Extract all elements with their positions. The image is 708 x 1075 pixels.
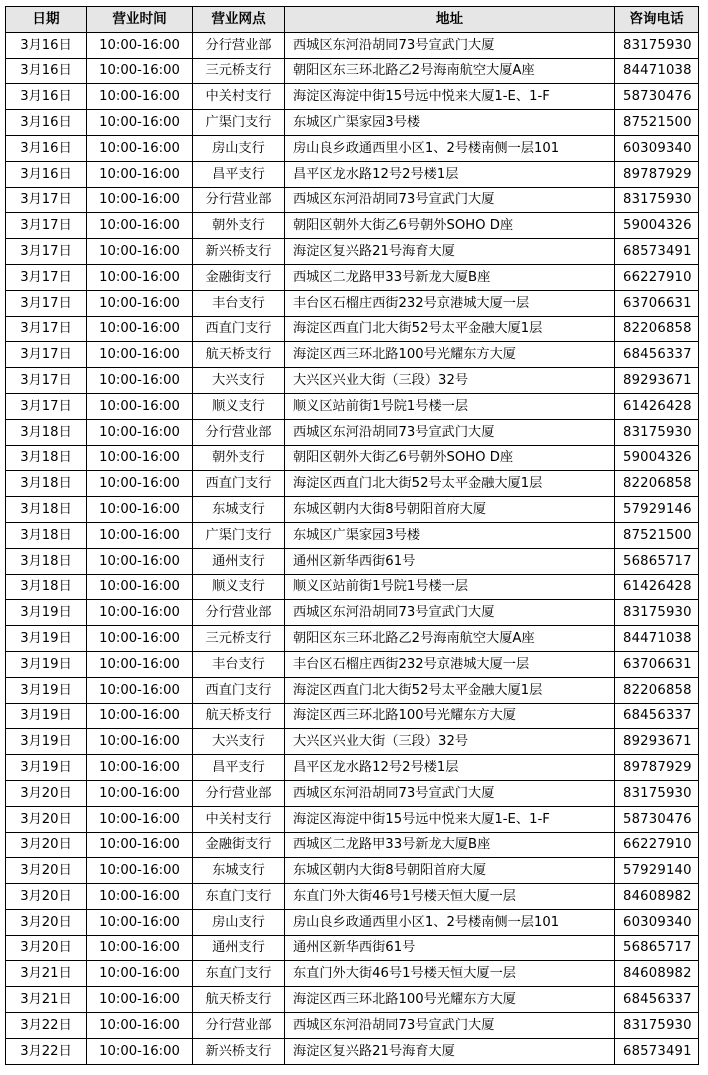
cell-branch: 房山支行 <box>193 909 285 935</box>
cell-branch: 分行营业部 <box>193 1013 285 1039</box>
cell-address: 通州区新华西街61号 <box>285 548 615 574</box>
cell-branch: 丰台支行 <box>193 651 285 677</box>
cell-branch: 广渠门支行 <box>193 110 285 136</box>
cell-address: 西城区东河沿胡同73号宣武门大厦 <box>285 419 615 445</box>
cell-branch: 新兴桥支行 <box>193 1038 285 1064</box>
cell-address: 大兴区兴业大街（三段）32号 <box>285 368 615 394</box>
table-row <box>6 445 699 471</box>
table-row <box>6 393 699 419</box>
cell-branch: 朝外支行 <box>193 445 285 471</box>
cell-hours: 10:00-16:00 <box>87 1013 193 1039</box>
cell-address: 海淀区西三环北路100号光耀东方大厦 <box>285 703 615 729</box>
cell-phone: 89293671 <box>615 729 699 755</box>
cell-phone: 63706631 <box>615 290 699 316</box>
cell-date: 3月18日 <box>6 445 87 471</box>
cell-branch: 大兴支行 <box>193 729 285 755</box>
cell-date: 3月17日 <box>6 316 87 342</box>
table-row <box>6 780 699 806</box>
cell-phone: 87521500 <box>615 522 699 548</box>
cell-date: 3月20日 <box>6 858 87 884</box>
table-row <box>6 909 699 935</box>
cell-address: 东城区广渠家园3号楼 <box>285 110 615 136</box>
cell-branch: 西直门支行 <box>193 677 285 703</box>
cell-phone: 57929140 <box>615 858 699 884</box>
cell-address: 西城区东河沿胡同73号宣武门大厦 <box>285 600 615 626</box>
table-row <box>6 497 699 523</box>
cell-address: 顺义区站前街1号院1号楼一层 <box>285 574 615 600</box>
table-row <box>6 342 699 368</box>
table-row <box>6 471 699 497</box>
cell-phone: 68573491 <box>615 239 699 265</box>
cell-branch: 昌平支行 <box>193 161 285 187</box>
table-row <box>6 703 699 729</box>
table-row <box>6 522 699 548</box>
cell-date: 3月20日 <box>6 935 87 961</box>
cell-branch: 通州支行 <box>193 548 285 574</box>
cell-branch: 航天桥支行 <box>193 342 285 368</box>
cell-hours: 10:00-16:00 <box>87 703 193 729</box>
cell-address: 东城区广渠家园3号楼 <box>285 522 615 548</box>
cell-hours: 10:00-16:00 <box>87 548 193 574</box>
cell-phone: 68456337 <box>615 342 699 368</box>
table-row <box>6 1038 699 1064</box>
cell-hours: 10:00-16:00 <box>87 961 193 987</box>
cell-date: 3月19日 <box>6 626 87 652</box>
header-phone: 咨询电话 <box>615 7 699 33</box>
table-row <box>6 858 699 884</box>
cell-address: 大兴区兴业大街（三段）32号 <box>285 729 615 755</box>
cell-date: 3月20日 <box>6 832 87 858</box>
cell-phone: 83175930 <box>615 32 699 58</box>
table-row <box>6 987 699 1013</box>
cell-date: 3月18日 <box>6 419 87 445</box>
cell-date: 3月19日 <box>6 677 87 703</box>
cell-hours: 10:00-16:00 <box>87 84 193 110</box>
cell-branch: 金融街支行 <box>193 832 285 858</box>
cell-branch: 大兴支行 <box>193 368 285 394</box>
cell-phone: 82206858 <box>615 471 699 497</box>
cell-branch: 顺义支行 <box>193 393 285 419</box>
cell-address: 朝阳区朝外大街乙6号朝外SOHO D座 <box>285 445 615 471</box>
cell-phone: 68573491 <box>615 1038 699 1064</box>
cell-branch: 广渠门支行 <box>193 522 285 548</box>
cell-hours: 10:00-16:00 <box>87 264 193 290</box>
cell-address: 海淀区西三环北路100号光耀东方大厦 <box>285 987 615 1013</box>
table-row <box>6 316 699 342</box>
cell-hours: 10:00-16:00 <box>87 806 193 832</box>
cell-branch: 西直门支行 <box>193 471 285 497</box>
cell-address: 朝阳区东三环北路乙2号海南航空大厦A座 <box>285 626 615 652</box>
cell-hours: 10:00-16:00 <box>87 161 193 187</box>
cell-phone: 83175930 <box>615 1013 699 1039</box>
cell-hours: 10:00-16:00 <box>87 832 193 858</box>
cell-address: 西城区东河沿胡同73号宣武门大厦 <box>285 780 615 806</box>
table-row <box>6 239 699 265</box>
table-row <box>6 961 699 987</box>
cell-hours: 10:00-16:00 <box>87 110 193 136</box>
table-row <box>6 32 699 58</box>
cell-date: 3月20日 <box>6 909 87 935</box>
cell-date: 3月16日 <box>6 135 87 161</box>
cell-hours: 10:00-16:00 <box>87 419 193 445</box>
table-body <box>6 32 699 1064</box>
cell-date: 3月18日 <box>6 471 87 497</box>
cell-branch: 西直门支行 <box>193 316 285 342</box>
header-branch: 营业网点 <box>193 7 285 33</box>
cell-phone: 83175930 <box>615 187 699 213</box>
cell-address: 丰台区石榴庄西街232号京港城大厦一层 <box>285 290 615 316</box>
cell-hours: 10:00-16:00 <box>87 987 193 1013</box>
cell-hours: 10:00-16:00 <box>87 316 193 342</box>
table-row <box>6 110 699 136</box>
cell-phone: 61426428 <box>615 574 699 600</box>
cell-date: 3月16日 <box>6 84 87 110</box>
cell-phone: 87521500 <box>615 110 699 136</box>
cell-hours: 10:00-16:00 <box>87 884 193 910</box>
cell-phone: 84608982 <box>615 961 699 987</box>
cell-date: 3月19日 <box>6 755 87 781</box>
cell-address: 西城区东河沿胡同73号宣武门大厦 <box>285 32 615 58</box>
cell-phone: 89293671 <box>615 368 699 394</box>
cell-date: 3月20日 <box>6 806 87 832</box>
cell-phone: 68456337 <box>615 987 699 1013</box>
table-row <box>6 651 699 677</box>
header-address: 地址 <box>285 7 615 33</box>
cell-phone: 83175930 <box>615 419 699 445</box>
table-row <box>6 187 699 213</box>
table-row <box>6 84 699 110</box>
cell-date: 3月16日 <box>6 110 87 136</box>
cell-hours: 10:00-16:00 <box>87 187 193 213</box>
cell-hours: 10:00-16:00 <box>87 290 193 316</box>
cell-branch: 朝外支行 <box>193 213 285 239</box>
cell-branch: 分行营业部 <box>193 32 285 58</box>
cell-date: 3月22日 <box>6 1038 87 1064</box>
cell-branch: 三元桥支行 <box>193 58 285 84</box>
cell-date: 3月17日 <box>6 290 87 316</box>
table-row <box>6 935 699 961</box>
cell-hours: 10:00-16:00 <box>87 522 193 548</box>
cell-branch: 中关村支行 <box>193 84 285 110</box>
header-hours: 营业时间 <box>87 7 193 33</box>
cell-phone: 68456337 <box>615 703 699 729</box>
cell-branch: 通州支行 <box>193 935 285 961</box>
cell-date: 3月17日 <box>6 368 87 394</box>
cell-hours: 10:00-16:00 <box>87 1038 193 1064</box>
table-row <box>6 419 699 445</box>
cell-branch: 中关村支行 <box>193 806 285 832</box>
cell-hours: 10:00-16:00 <box>87 213 193 239</box>
cell-phone: 82206858 <box>615 316 699 342</box>
cell-date: 3月18日 <box>6 497 87 523</box>
cell-phone: 58730476 <box>615 806 699 832</box>
cell-branch: 金融街支行 <box>193 264 285 290</box>
cell-date: 3月20日 <box>6 884 87 910</box>
cell-branch: 东城支行 <box>193 858 285 884</box>
cell-date: 3月19日 <box>6 600 87 626</box>
cell-phone: 66227910 <box>615 832 699 858</box>
cell-address: 海淀区西三环北路100号光耀东方大厦 <box>285 342 615 368</box>
cell-address: 海淀区西直门北大街52号太平金融大厦1层 <box>285 471 615 497</box>
cell-branch: 昌平支行 <box>193 755 285 781</box>
cell-date: 3月21日 <box>6 961 87 987</box>
cell-phone: 61426428 <box>615 393 699 419</box>
table-row <box>6 290 699 316</box>
cell-phone: 56865717 <box>615 548 699 574</box>
table-row <box>6 806 699 832</box>
cell-phone: 58730476 <box>615 84 699 110</box>
cell-phone: 89787929 <box>615 161 699 187</box>
cell-address: 西城区二龙路甲33号新龙大厦B座 <box>285 264 615 290</box>
table-row <box>6 1013 699 1039</box>
cell-hours: 10:00-16:00 <box>87 393 193 419</box>
cell-phone: 57929146 <box>615 497 699 523</box>
cell-address: 西城区东河沿胡同73号宣武门大厦 <box>285 1013 615 1039</box>
cell-branch: 分行营业部 <box>193 187 285 213</box>
cell-address: 东城区朝内大街8号朝阳首府大厦 <box>285 497 615 523</box>
cell-phone: 59004326 <box>615 445 699 471</box>
cell-hours: 10:00-16:00 <box>87 677 193 703</box>
cell-address: 房山良乡政通西里小区1、2号楼南侧一层101 <box>285 909 615 935</box>
cell-address: 海淀区海淀中街15号远中悦来大厦1-E、1-F <box>285 84 615 110</box>
cell-date: 3月19日 <box>6 729 87 755</box>
cell-address: 东城区朝内大街8号朝阳首府大厦 <box>285 858 615 884</box>
cell-branch: 新兴桥支行 <box>193 239 285 265</box>
cell-hours: 10:00-16:00 <box>87 239 193 265</box>
cell-hours: 10:00-16:00 <box>87 497 193 523</box>
cell-branch: 东直门支行 <box>193 961 285 987</box>
cell-hours: 10:00-16:00 <box>87 626 193 652</box>
cell-hours: 10:00-16:00 <box>87 135 193 161</box>
cell-phone: 60309340 <box>615 135 699 161</box>
cell-branch: 房山支行 <box>193 135 285 161</box>
cell-branch: 丰台支行 <box>193 290 285 316</box>
cell-date: 3月17日 <box>6 239 87 265</box>
table-row <box>6 213 699 239</box>
cell-hours: 10:00-16:00 <box>87 858 193 884</box>
cell-hours: 10:00-16:00 <box>87 471 193 497</box>
cell-date: 3月17日 <box>6 264 87 290</box>
table-row <box>6 755 699 781</box>
cell-address: 通州区新华西街61号 <box>285 935 615 961</box>
cell-hours: 10:00-16:00 <box>87 32 193 58</box>
cell-address: 西城区二龙路甲33号新龙大厦B座 <box>285 832 615 858</box>
cell-date: 3月17日 <box>6 342 87 368</box>
table-row <box>6 548 699 574</box>
cell-address: 海淀区西直门北大街52号太平金融大厦1层 <box>285 677 615 703</box>
cell-address: 东直门外大街46号1号楼天恒大厦一层 <box>285 884 615 910</box>
cell-address: 顺义区站前街1号院1号楼一层 <box>285 393 615 419</box>
cell-hours: 10:00-16:00 <box>87 368 193 394</box>
cell-hours: 10:00-16:00 <box>87 755 193 781</box>
cell-hours: 10:00-16:00 <box>87 574 193 600</box>
cell-address: 东直门外大街46号1号楼天恒大厦一层 <box>285 961 615 987</box>
cell-phone: 84471038 <box>615 626 699 652</box>
cell-address: 海淀区海淀中街15号远中悦来大厦1-E、1-F <box>285 806 615 832</box>
cell-branch: 分行营业部 <box>193 780 285 806</box>
table-row <box>6 574 699 600</box>
cell-hours: 10:00-16:00 <box>87 58 193 84</box>
cell-date: 3月20日 <box>6 780 87 806</box>
cell-date: 3月17日 <box>6 393 87 419</box>
cell-date: 3月19日 <box>6 703 87 729</box>
table-header-row <box>6 7 699 33</box>
cell-date: 3月19日 <box>6 651 87 677</box>
cell-branch: 三元桥支行 <box>193 626 285 652</box>
cell-date: 3月17日 <box>6 187 87 213</box>
cell-phone: 59004326 <box>615 213 699 239</box>
cell-address: 房山良乡政通西里小区1、2号楼南侧一层101 <box>285 135 615 161</box>
cell-phone: 56865717 <box>615 935 699 961</box>
cell-date: 3月18日 <box>6 548 87 574</box>
cell-hours: 10:00-16:00 <box>87 651 193 677</box>
cell-phone: 89787929 <box>615 755 699 781</box>
table-row <box>6 264 699 290</box>
cell-hours: 10:00-16:00 <box>87 780 193 806</box>
cell-date: 3月16日 <box>6 32 87 58</box>
cell-phone: 82206858 <box>615 677 699 703</box>
table-row <box>6 135 699 161</box>
table-row <box>6 161 699 187</box>
cell-phone: 83175930 <box>615 780 699 806</box>
cell-date: 3月16日 <box>6 58 87 84</box>
cell-date: 3月17日 <box>6 213 87 239</box>
cell-date: 3月16日 <box>6 161 87 187</box>
table-row <box>6 832 699 858</box>
table-row <box>6 884 699 910</box>
cell-phone: 60309340 <box>615 909 699 935</box>
cell-hours: 10:00-16:00 <box>87 909 193 935</box>
cell-address: 昌平区龙水路12号2号楼1层 <box>285 161 615 187</box>
cell-phone: 83175930 <box>615 600 699 626</box>
cell-branch: 航天桥支行 <box>193 703 285 729</box>
cell-address: 海淀区复兴路21号海育大厦 <box>285 1038 615 1064</box>
cell-date: 3月18日 <box>6 574 87 600</box>
header-date: 日期 <box>6 7 87 33</box>
cell-date: 3月18日 <box>6 522 87 548</box>
cell-phone: 66227910 <box>615 264 699 290</box>
table-row <box>6 729 699 755</box>
cell-address: 海淀区复兴路21号海育大厦 <box>285 239 615 265</box>
cell-address: 海淀区西直门北大街52号太平金融大厦1层 <box>285 316 615 342</box>
cell-hours: 10:00-16:00 <box>87 935 193 961</box>
cell-branch: 分行营业部 <box>193 419 285 445</box>
cell-branch: 分行营业部 <box>193 600 285 626</box>
cell-phone: 84608982 <box>615 884 699 910</box>
cell-address: 西城区东河沿胡同73号宣武门大厦 <box>285 187 615 213</box>
table-row <box>6 368 699 394</box>
cell-hours: 10:00-16:00 <box>87 342 193 368</box>
cell-phone: 84471038 <box>615 58 699 84</box>
cell-branch: 航天桥支行 <box>193 987 285 1013</box>
cell-hours: 10:00-16:00 <box>87 729 193 755</box>
table-row <box>6 600 699 626</box>
cell-address: 朝阳区东三环北路乙2号海南航空大厦A座 <box>285 58 615 84</box>
cell-address: 昌平区龙水路12号2号楼1层 <box>285 755 615 781</box>
cell-address: 朝阳区朝外大街乙6号朝外SOHO D座 <box>285 213 615 239</box>
cell-branch: 顺义支行 <box>193 574 285 600</box>
cell-date: 3月21日 <box>6 987 87 1013</box>
cell-address: 丰台区石榴庄西街232号京港城大厦一层 <box>285 651 615 677</box>
table-row <box>6 677 699 703</box>
cell-hours: 10:00-16:00 <box>87 600 193 626</box>
branch-schedule-table <box>5 6 699 1065</box>
cell-phone: 63706631 <box>615 651 699 677</box>
cell-date: 3月22日 <box>6 1013 87 1039</box>
table-row <box>6 58 699 84</box>
cell-hours: 10:00-16:00 <box>87 445 193 471</box>
cell-branch: 东城支行 <box>193 497 285 523</box>
table-row <box>6 626 699 652</box>
cell-branch: 东直门支行 <box>193 884 285 910</box>
